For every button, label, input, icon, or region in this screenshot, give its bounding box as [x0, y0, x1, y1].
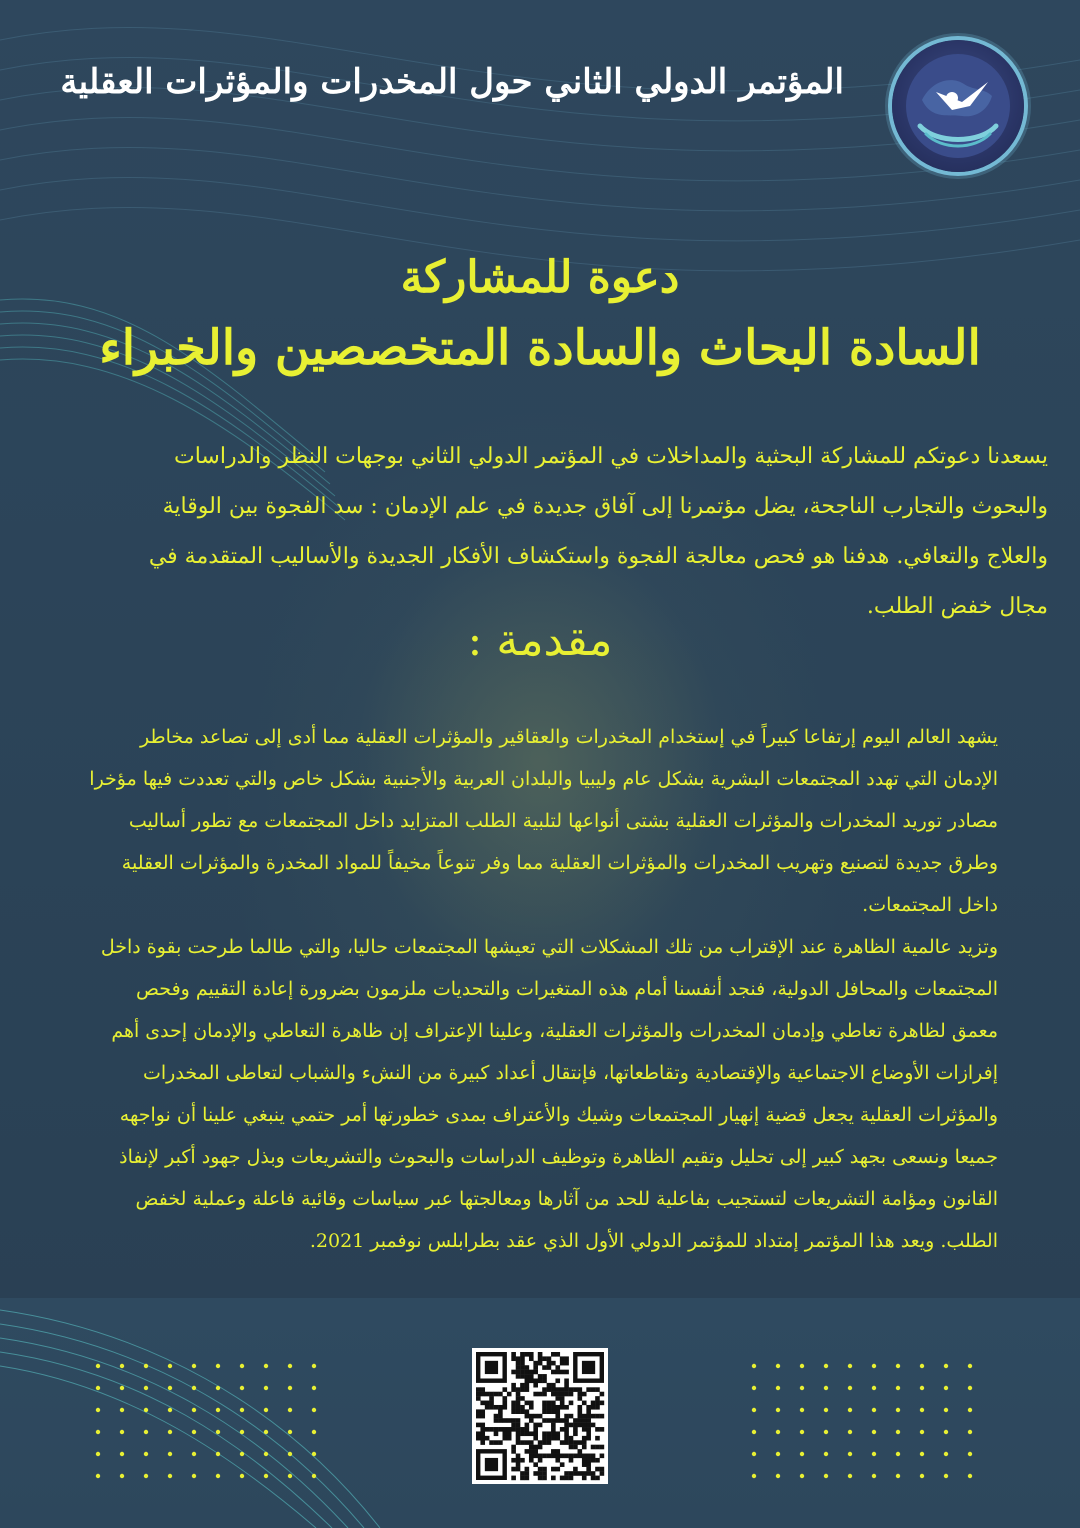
qr-code-icon[interactable]: [472, 1348, 608, 1484]
invitation-subtitle: السادة البحاث والسادة المتخصصين والخبراء: [99, 320, 981, 376]
conference-title: المؤتمر الدولي الثاني حول المخدرات والمؤثرات العقلية: [60, 62, 844, 102]
dot-grid-icon: [92, 1360, 332, 1480]
invitation-paragraph: يسعدنا دعوتكم للمشاركة البحثية والمداخلات في المؤتمر الدولي الثاني بوجهات النظر والدراسات والبحوث والتجارب الناجحة، يضل مؤتمرنا إلى آفاق جديدة في علم الإدمان : سد الفجوة بين الوقاية والعلاج والتعافي. هدفنا هو فحص معالجة الفجوة واستكشاف الأفكار الجديدة والأساليب المتقدمة في مجال خفض الطلب.: [148, 444, 1048, 619]
invitation-title: دعوة للمشاركة: [400, 252, 680, 303]
introduction-paragraph-2: وتزيد عالمية الظاهرة عند الإقتراب من تلك المشكلات التي تعيشها المجتمعات حاليا، والتي طالما طرحت بقوة داخل المجتمعات والمحافل الدولية، فنجد أنفسنا أمام هذه المتغيرات والتحديات ملزمون بضرورة إعادة التقييم وفحص معمق لظاهرة تعاطي وإدمان المخدرات والمؤثرات العقلية، وعلينا الإعتراف إن ظاهرة التعاطي والإدمان إحدى أهم إفرازات الأوضاع الاجتماعية والإقتصادية وتقاطعاتها، فإنتقال أعداد كبيرة من النشء والشباب لتعاطى المخدرات والمؤثرات العقلية يجعل قضية إنهيار المجتمعات وشيك والأعتراف بمدى خطورتها أمر حتمي ينبغي علينا أن نواجهه جميعا ونسعى بجهد كبير إلى تحليل وتقيم الظاهرة وتوظيف الدراسات والبحوث والتشريعات وبذل جهود أكبر لإنفاذ القانون ومؤامة التشريعات لتستجيب بفاعلية للحد من آثارها ومعالجتها عبر سياسات وقائية فاعلة وعملية لخفض الطلب. ويعد هذا المؤتمر إمتداد للمؤتمر الدولي الأول الذي عقد بطرابلس نوفمبر 2021.: [100, 936, 998, 1252]
introduction-heading: مقدمة :: [467, 615, 613, 666]
introduction-paragraph-1: يشهد العالم اليوم إرتفاعا كبيراً في إستخدام المخدرات والعقاقير والمؤثرات العقلية مما أدى إلى تصاعد مخاطر الإدمان التي تهدد المجتمعات البشرية بشكل عام وليبيا والبلدان العربية والأجنبية بشكل خاص والتي تعددت فيها مؤخرا مصادر توريد المخدرات والمؤثرات العقلية بشتى أنواعها لتلبية الطلب المتزايد داخل المجتمعات مع تطور أساليب وطرق جديدة لتصنيع وتهريب المخدرات والمؤثرات العقلية مما وفر تنوعاً مخيفاً للمواد المخدرة والمؤثرات العقلية داخل المجتمعات.: [89, 726, 998, 916]
dot-grid-icon: [748, 1360, 988, 1480]
introduction-body: [86, 716, 998, 1262]
dove-globe-hands-icon: [892, 40, 1024, 172]
